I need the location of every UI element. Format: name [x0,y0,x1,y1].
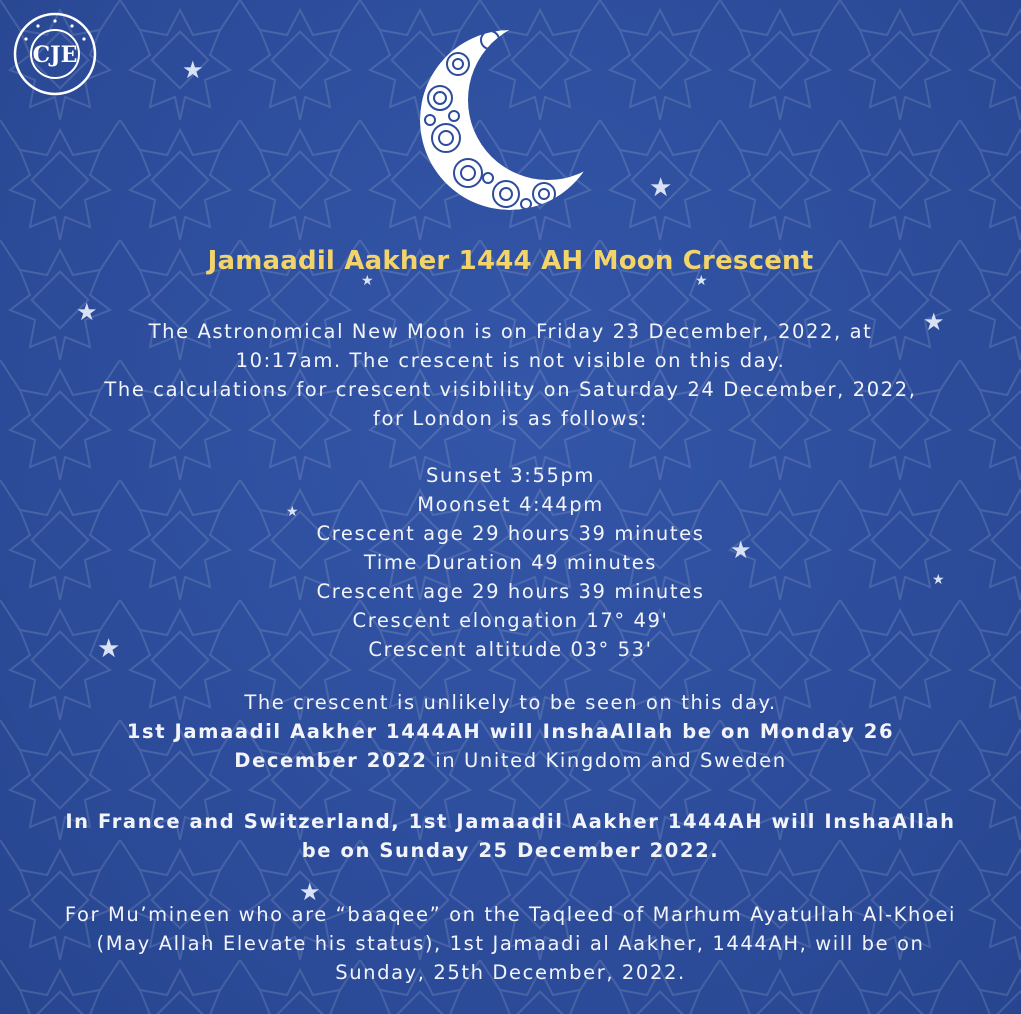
crescent-moon-icon [418,28,608,212]
khoei-line: Sunday, 25th December, 2022. [335,961,686,984]
khoei-line: For Mu’mineen who are “baaqee” on the Taqleed of Marhum Ayatullah Al-Khoei [64,903,957,926]
calculation-item: Crescent age 29 hours 39 minutes [316,522,705,545]
conclusion-paragraph [0,688,1021,775]
khoei-paragraph [0,900,1021,987]
page-title: Jamaadil Aakher 1444 AH Moon Crescent [207,246,814,276]
star-icon: ★ [649,173,673,203]
star-icon: ★ [932,572,945,588]
conclusion-countries: in United Kingdom and Sweden [427,749,787,772]
intro-line: The calculations for crescent visibility on Saturday 24 December, 2022, [104,378,917,401]
star-icon: ★ [695,273,708,289]
star-icon: ★ [299,878,321,906]
calculation-item: Crescent altitude 03° 53' [368,638,653,661]
calculation-item: Crescent age 29 hours 39 minutes [316,580,705,603]
conclusion-date-bold: December 2022 [234,749,428,772]
khoei-line: (May Allah Elevate his status), 1st Jamaadi al Aakher, 1444AH, will be on [96,932,925,955]
svg-text:CJE: CJE [32,42,78,68]
star-icon: ★ [923,308,945,336]
calculation-item: Crescent elongation 17° 49' [352,609,669,632]
council-logo [10,12,100,96]
star-icon: ★ [97,634,121,664]
france-line: be on Sunday 25 December 2022. [301,839,720,862]
calculation-item: Sunset 3:55pm [425,464,596,487]
intro-line: The Astronomical New Moon is on Friday 23 December, 2022, at [148,320,873,343]
calculation-item: Time Duration 49 minutes [363,551,658,574]
france-paragraph [0,807,1021,865]
conclusion-date-bold: 1st Jamaadil Aakher 1444AH will InshaAllah be on Monday 26 [126,720,895,743]
star-icon: ★ [730,536,752,564]
star-icon: ★ [76,298,98,326]
intro-paragraph [0,317,1021,433]
intro-line: for London is as follows: [372,407,648,430]
star-icon: ★ [182,56,204,84]
star-icon: ★ [286,504,299,520]
france-line: In France and Switzerland, 1st Jamaadil Aakher 1444AH will InshaAllah [65,810,956,833]
intro-line: 10:17am. The crescent is not visible on this day. [235,349,786,372]
star-icon: ★ [361,273,374,289]
conclusion-line: The crescent is unlikely to be seen on this day. [244,691,777,714]
calculation-item: Moonset 4:44pm [417,493,604,516]
calculations-list [0,461,1021,664]
